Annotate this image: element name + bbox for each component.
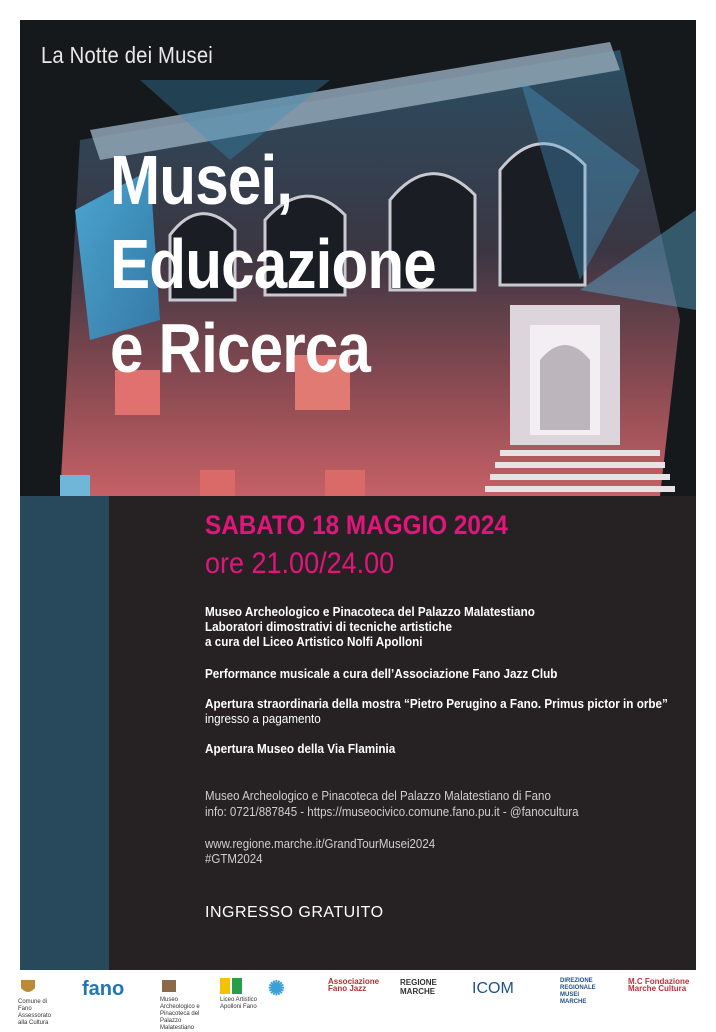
museum-icon bbox=[160, 978, 178, 994]
admission-text: INGRESSO GRATUITO bbox=[205, 904, 384, 921]
sun-logo bbox=[268, 978, 285, 1000]
sun-icon: ✺ bbox=[268, 978, 285, 1000]
title-line-3: e Ricerca bbox=[110, 309, 371, 387]
program-item-1-line-2: Laboratori dimostrativi di tecniche artistiche bbox=[205, 619, 453, 634]
jazz-logo: Associazione Fano Jazz bbox=[328, 977, 380, 993]
hashtag-text: #GTM2024 bbox=[205, 852, 263, 866]
program-item-1-line-3: a cura del Liceo Artistico Nolfi Apolloni bbox=[205, 634, 423, 649]
regione-logo: REGIONE MARCHE bbox=[400, 978, 437, 996]
fano-logo: fano bbox=[82, 978, 125, 1000]
blue-accent-strip bbox=[20, 496, 109, 970]
event-kicker: La Notte dei Musei bbox=[41, 42, 213, 68]
direzione-logo: DIREZIONE REGIONALE MUSEI MARCHE bbox=[560, 978, 596, 1005]
venue-text: Museo Archeologico e Pinacoteca del Palazzo Malatestiano di Fano bbox=[205, 789, 551, 803]
program-item-4: Apertura Museo della Via Flaminia bbox=[205, 741, 396, 756]
event-title bbox=[110, 138, 436, 390]
program-item-3-line-2: ingresso a pagamento bbox=[205, 711, 321, 726]
event-date: SABATO 18 MAGGIO 2024 bbox=[205, 510, 508, 540]
program-item-1-line-1: Museo Archeologico e Pinacoteca del Palazzo Malatestiano bbox=[205, 604, 535, 619]
comune-logo: Comune di Fano Assessorato alla Cultura bbox=[18, 978, 58, 1027]
liceo-icon bbox=[220, 978, 242, 994]
fondazione-logo: M.C Fondazione Marche Cultura bbox=[628, 977, 690, 993]
title-line-1: Musei, bbox=[110, 141, 293, 219]
poster bbox=[20, 20, 696, 970]
contacts-text: info: 0721/887845 - https://museocivico.comune.fano.pu.it - @fanocultura bbox=[205, 805, 579, 819]
event-time: ore 21.00/24.00 bbox=[205, 547, 395, 580]
museo-logo: Museo Archeologico e Pinacoteca del Palazzo Malatestiano bbox=[160, 978, 206, 1032]
program-item-2: Performance musicale a cura dell’Associazione Fano Jazz Club bbox=[205, 666, 558, 681]
crest-icon bbox=[18, 978, 38, 996]
program-item-3-line-1: Apertura straordinaria della mostra “Pietro Perugino a Fano. Primus pictor in orbe” bbox=[205, 696, 668, 711]
liceo-logo: Liceo Artistico Apolloni Fano bbox=[220, 978, 260, 1011]
website-text: www.regione.marche.it/GrandTourMusei2024 bbox=[205, 837, 436, 851]
sponsor-logos-bar bbox=[0, 972, 716, 1031]
info-panel bbox=[109, 496, 696, 970]
icom-logo: ICOM bbox=[472, 980, 514, 997]
hero-photo bbox=[20, 20, 696, 496]
title-line-2: Educazione bbox=[110, 225, 436, 303]
